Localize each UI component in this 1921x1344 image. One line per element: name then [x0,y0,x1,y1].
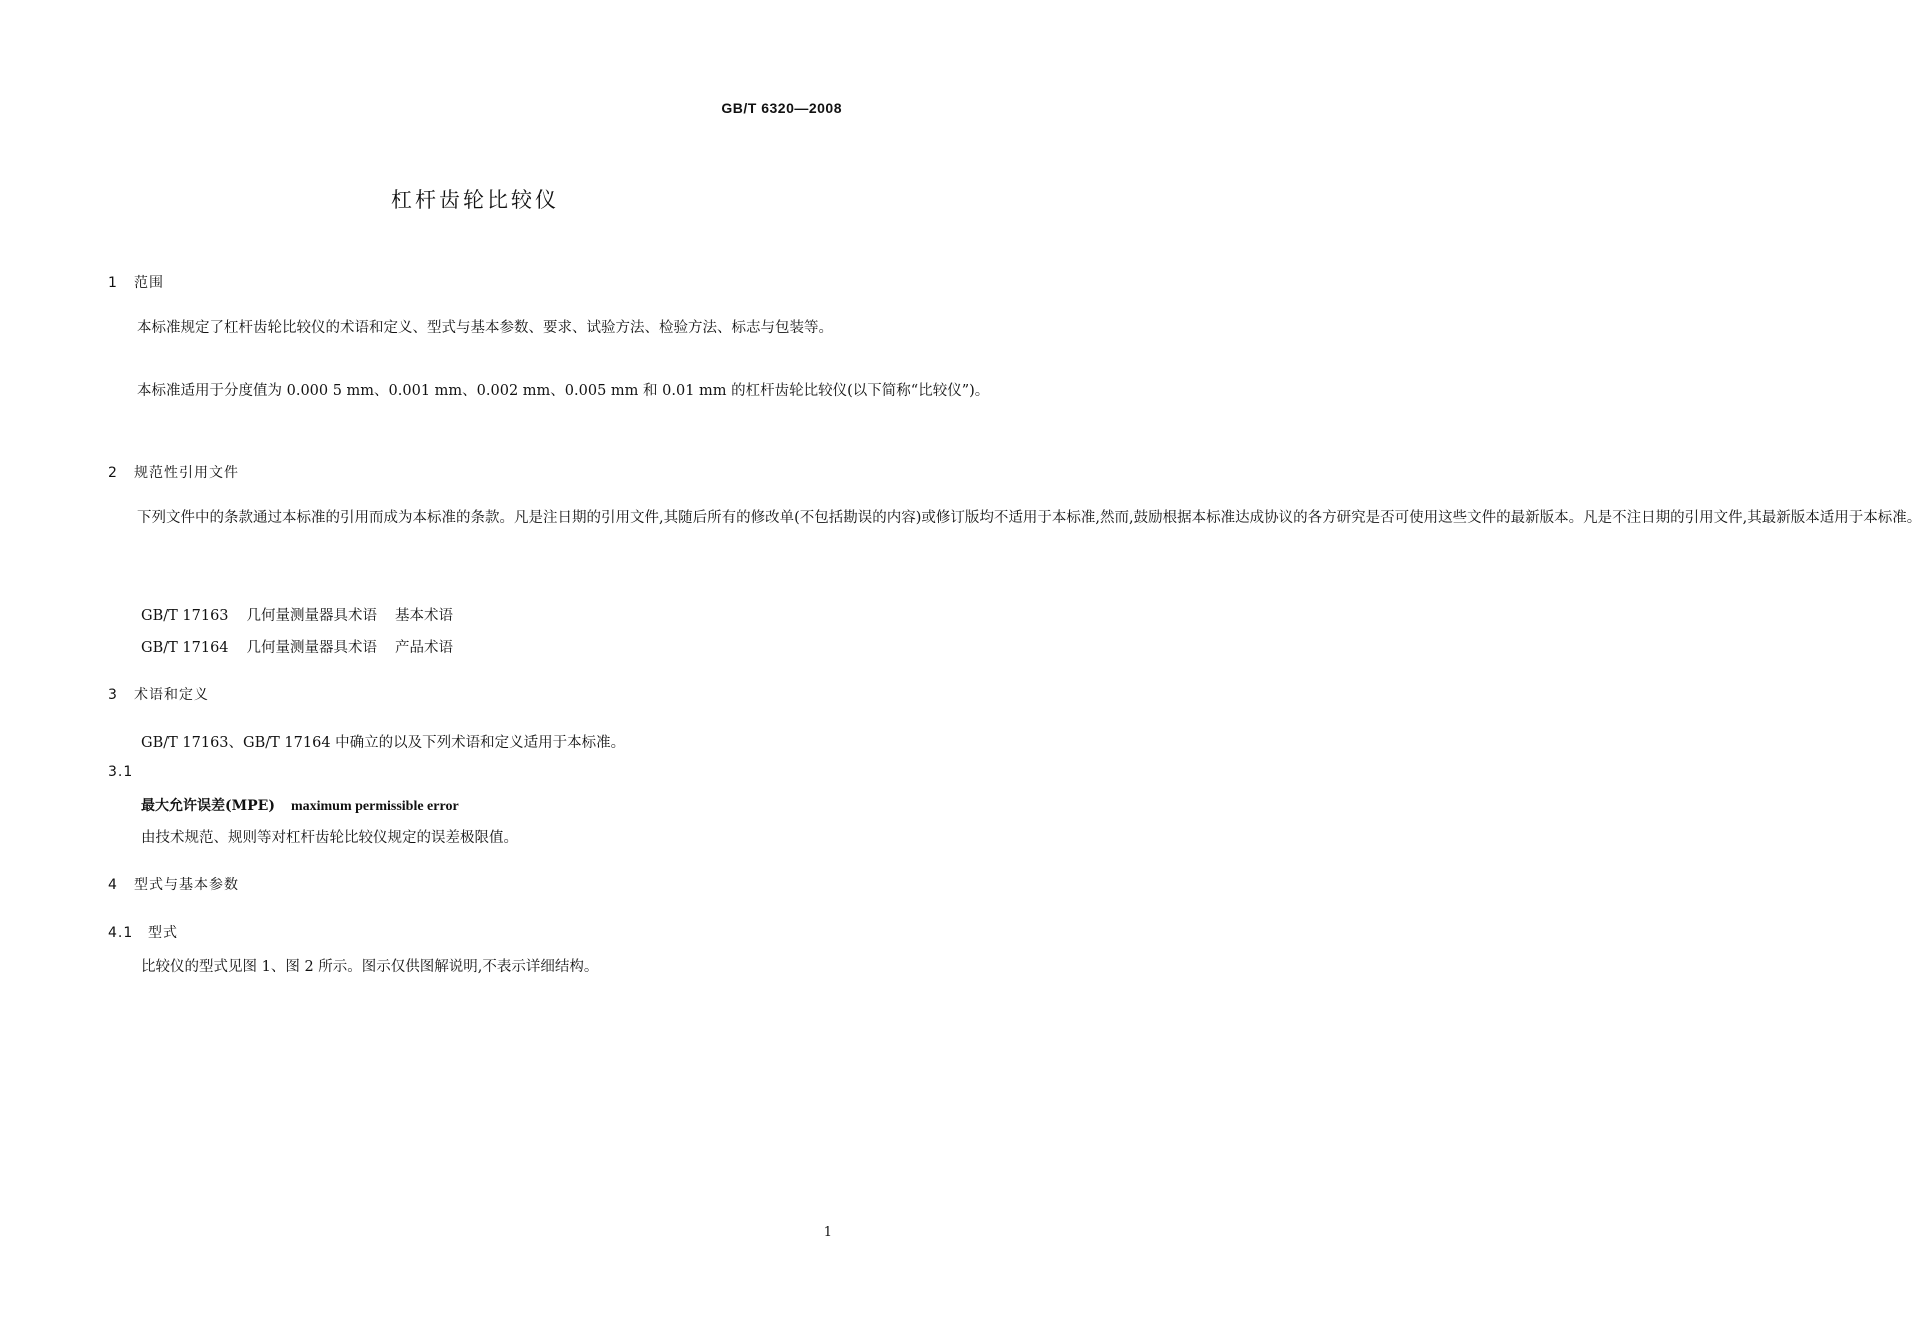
section-title: 型式与基本参数 [134,877,239,893]
subsection-3-1-number: 3.1 [108,764,134,780]
section-2-paragraph-1: 下列文件中的条款通过本标准的引用而成为本标准的条款。凡是注日期的引用文件,其随后所有的修改单(不包括勘误的内容)或修订版均不适用于本标准,然而,鼓励根据本标准达成协议的各方研究是否可使用这些文件的最新版本。凡是不注日期的引用文件,其最新版本适用于本标准。 [137,510,1921,526]
section-title: 术语和定义 [134,687,209,703]
reference-code: GB/T 17163 [141,608,229,624]
term-english: maximum permissible error [290,799,459,814]
section-1-paragraph-2: 本标准适用于分度值为 0.000 5 mm、0.001 mm、0.002 mm、0.005 mm 和 0.01 mm 的杠杆齿轮比较仪(以下简称“比较仪”)。 [137,383,990,399]
reference-item [141,636,453,657]
reference-name: 几何量测量器具术语 [246,608,378,624]
subsection-4-1-heading [108,922,178,942]
document-title: 杠杆齿轮比较仪 [391,188,559,212]
section-number: 2 [108,465,118,481]
reference-subtitle: 产品术语 [395,640,454,656]
section-title: 规范性引用文件 [134,465,239,481]
section-4-1-paragraph: 比较仪的型式见图 1、图 2 所示。图示仅供图解说明,不表示详细结构。 [141,959,599,975]
reference-subtitle: 基本术语 [395,608,454,624]
section-1-heading [108,272,164,292]
page-number: 1 [823,1225,832,1240]
subsection-number: 4.1 [108,925,134,941]
section-3-heading [108,684,209,704]
reference-name: 几何量测量器具术语 [246,640,378,656]
section-title: 范围 [134,275,164,291]
term-entry [141,795,459,815]
section-number: 4 [108,877,118,893]
section-number: 3 [108,687,118,703]
subsection-title: 型式 [148,925,178,941]
reference-item [141,604,453,625]
standard-number: GB/T 6320—2008 [721,100,842,116]
section-2-heading [108,462,239,482]
term-definition: 由技术规范、规则等对杠杆齿轮比较仪规定的误差极限值。 [141,830,518,846]
reference-code: GB/T 17164 [141,640,229,656]
section-number: 1 [108,275,118,291]
section-4-heading [108,874,239,894]
section-1-paragraph-1: 本标准规定了杠杆齿轮比较仪的术语和定义、型式与基本参数、要求、试验方法、检验方法、标志与包装等。 [137,320,833,336]
term-chinese: 最大允许误差(MPE) [141,798,275,814]
section-3-paragraph-1: GB/T 17163、GB/T 17164 中确立的以及下列术语和定义适用于本标准。 [141,735,626,751]
